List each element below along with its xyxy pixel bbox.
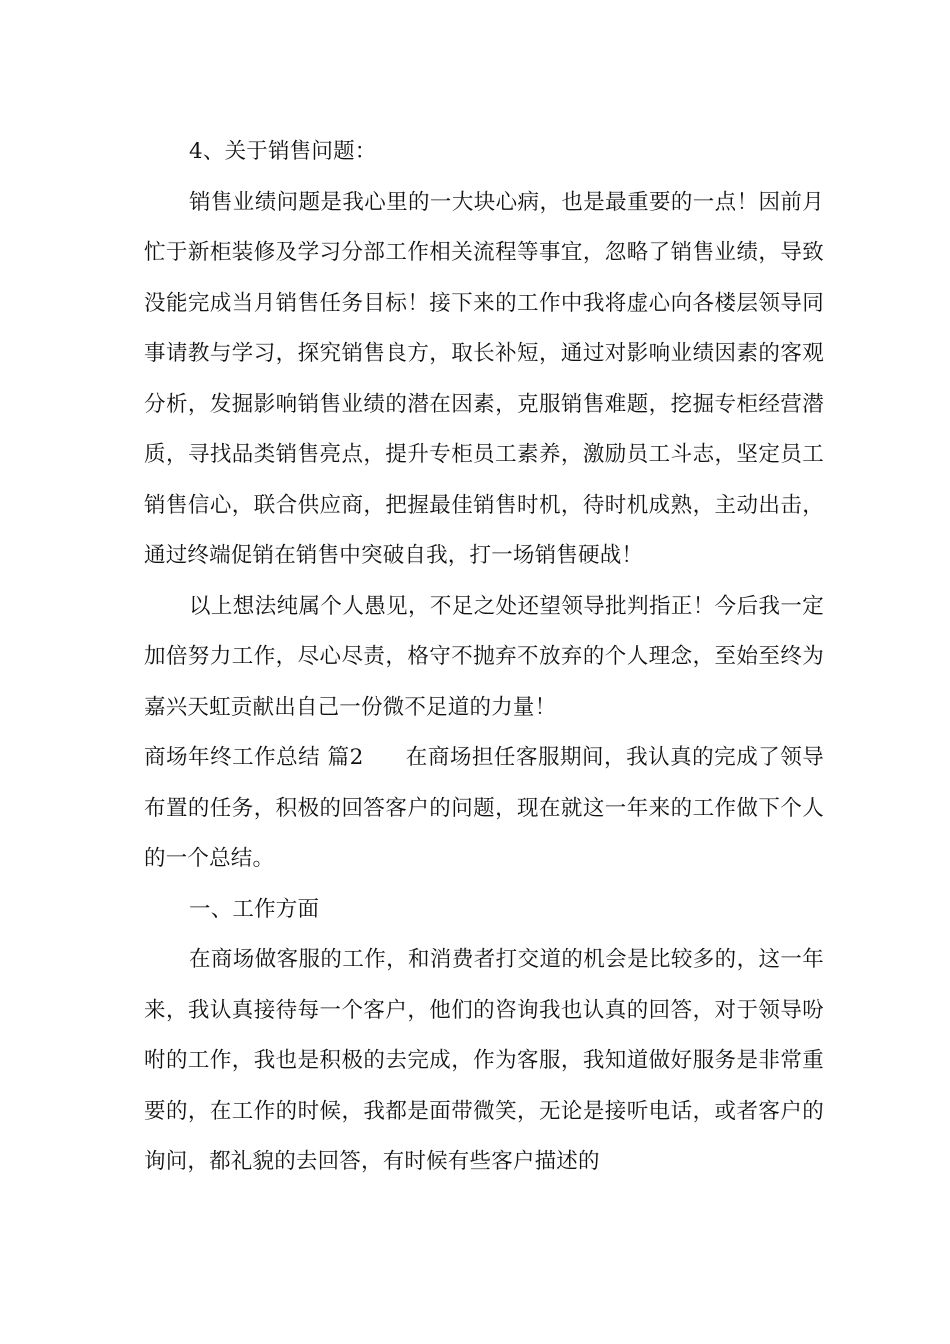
article-2-intro-block [144, 733, 824, 885]
section-heading-work: 一、工作方面 [189, 896, 320, 922]
article-title: 商场年终工作总结 篇2 [144, 745, 364, 770]
document-body [144, 127, 824, 1188]
paragraph-work-aspects: 在商场做客服的工作，和消费者打交道的机会是比较多的，这一年来，我认真接待每一个客户，他们的咨询我也认真的回答，对于领导吩咐的工作，我也是积极的去完成，作为客服，我知道做好服务是非常重要的，在工作的时候，我都是面带微笑，无论是接听电话，或者客户的询问，都礼貌的去回答，有时候有些客户描述的 [144, 947, 824, 1174]
section-heading-sales: 4、关于销售问题： [189, 139, 377, 164]
article-intro-text: 在商场担任客服期间，我认真的完成了领导布置的任务，积极的回答客户的问题，现在就这一年来的工作做下个人的一个总结。 [144, 745, 824, 871]
paragraph-closing-remarks: 以上想法纯属个人愚见，不足之处还望领导批判指正！今后我一定加倍努力工作，尽心尽责，格守不抛弃不放弃的个人理念，至始至终为嘉兴天虹贡献出自己一份微不足道的力量！ [144, 593, 824, 720]
paragraph-sales-performance: 销售业绩问题是我心里的一大块心病，也是最重要的一点！因前月忙于新柜装修及学习分部工作相关流程等事宜，忽略了销售业绩，导致没能完成当月销售任务目标！接下来的工作中我将虚心向各楼层领导同事请教与学习，探究销售良方，取长补短，通过对影响业绩因素的客观分析，发掘影响销售业绩的潜在因素，克服销售难题，挖掘专柜经营潜质，寻找品类销售亮点，提升专柜员工素养，激励员工斗志，坚定员工销售信心，联合供应商，把握最佳销售时机，待时机成熟，主动出击，通过终端促销在销售中突破自我，打一场销售硬战！ [144, 189, 824, 568]
